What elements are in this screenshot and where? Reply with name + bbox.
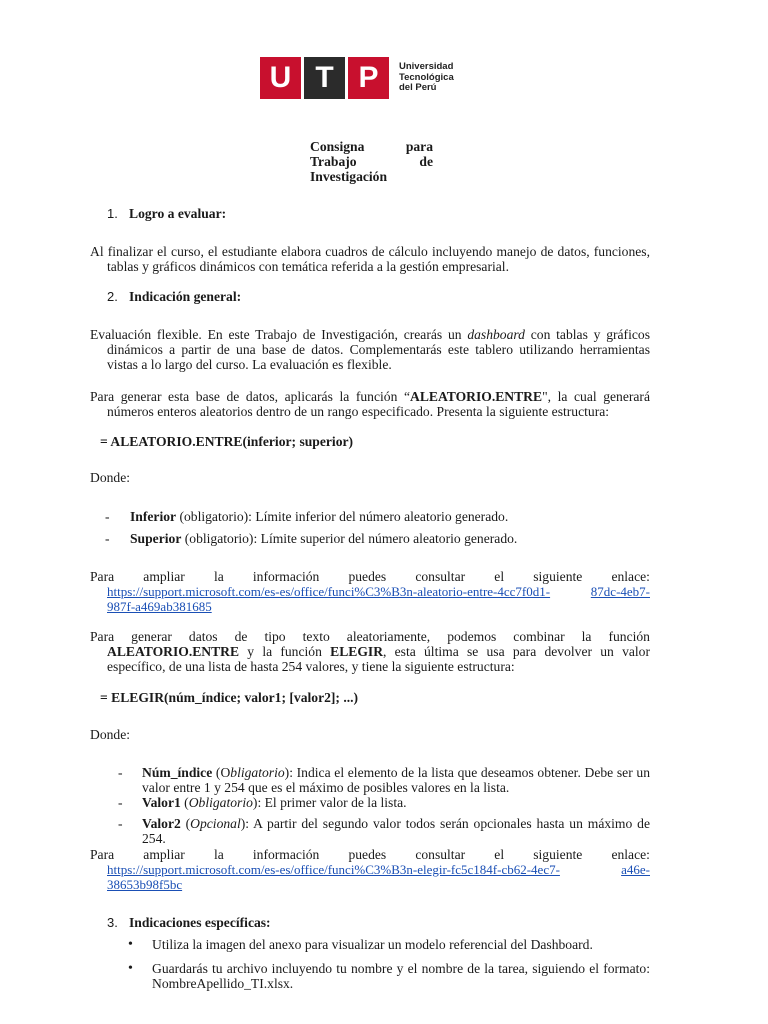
paragraph-italic: dashboard bbox=[467, 327, 525, 342]
function-name: ALEATORIO.ENTRE bbox=[107, 644, 240, 659]
bullet-icon: • bbox=[128, 937, 133, 952]
word: enlace: bbox=[611, 847, 650, 862]
section-1-heading bbox=[107, 206, 226, 222]
word: tipo bbox=[264, 629, 286, 644]
word: Para bbox=[90, 847, 115, 862]
word: de bbox=[234, 629, 248, 644]
argument-italic: bligatorio bbox=[230, 765, 285, 780]
list-item bbox=[128, 961, 650, 991]
section-2-paragraph-2 bbox=[90, 389, 650, 419]
paragraph-text: con tablas y gráficos dinámicos a partir de una base de datos. Complementarás este tablero utilizando herramientas vistas a lo largo del curso. La evaluación es flexible. bbox=[107, 327, 650, 372]
argument-description: ): A partir del segundo valor todos serán opcionales hasta un máximo de 254. bbox=[142, 816, 650, 846]
word: la bbox=[581, 629, 592, 644]
formula-elegir: = ELEGIR(núm_índice; valor1; [valor2]; ...) bbox=[100, 690, 359, 705]
argument-name: Valor2 bbox=[142, 816, 181, 831]
logo-university-name bbox=[399, 62, 454, 94]
justified-line bbox=[90, 569, 650, 584]
word: consultar bbox=[415, 847, 466, 862]
argument-name: Valor1 bbox=[142, 795, 181, 810]
logo-letter-u: U bbox=[260, 57, 301, 99]
argument-description: (obligatorio): Límite superior del número aleatorio generado. bbox=[181, 531, 518, 546]
logo-line: Universidad bbox=[399, 61, 454, 72]
section-heading-text: Indicación general: bbox=[129, 289, 242, 304]
word: Para bbox=[90, 629, 115, 644]
utp-logo bbox=[260, 57, 462, 100]
section-number: 3. bbox=[107, 915, 118, 930]
section-3-heading bbox=[107, 915, 271, 931]
list-item bbox=[105, 509, 508, 524]
argument-description: ): Indica el elemento de la lista que deseamos obtener. Debe ser un valor entre 1 y 254 que es el máximo de posibles valores en la lista. bbox=[142, 765, 650, 795]
word: enlace: bbox=[611, 569, 650, 584]
argument-description: (O bbox=[212, 765, 231, 780]
word: la bbox=[213, 569, 224, 584]
elegir-link-end[interactable]: 38653b98f5bc bbox=[107, 877, 183, 892]
section-2-paragraph-1 bbox=[90, 327, 650, 372]
argument-description: ( bbox=[180, 795, 189, 810]
word: combinar bbox=[513, 629, 565, 644]
word: ampliar bbox=[143, 569, 185, 584]
word: el bbox=[494, 847, 505, 862]
function-name: ALEATORIO.ENTRE bbox=[410, 389, 543, 404]
title-word: Trabajo bbox=[310, 154, 357, 169]
argument-description: (obligatorio): Límite inferior del número aleatorio generado. bbox=[176, 509, 509, 524]
word: generar bbox=[131, 629, 172, 644]
word: información bbox=[252, 847, 320, 862]
section-number: 2. bbox=[107, 289, 118, 304]
formula-aleatorio-entre: = ALEATORIO.ENTRE(inferior; superior) bbox=[100, 434, 354, 449]
section-heading-text: Indicaciones específicas: bbox=[129, 915, 271, 930]
paragraph-text: ", la cual generará números enteros aleatorios dentro de un rango especificado. Presenta la siguiente estructura: bbox=[107, 389, 650, 419]
more-info-paragraph-1 bbox=[90, 569, 650, 614]
dash-marker: - bbox=[118, 816, 123, 831]
word: siguiente bbox=[533, 847, 583, 862]
title-word: para bbox=[405, 139, 433, 154]
word: ampliar bbox=[143, 847, 185, 862]
donde-label: Donde: bbox=[90, 470, 131, 485]
section-2-paragraph-3 bbox=[90, 629, 650, 674]
argument-name: Núm_índice bbox=[142, 765, 213, 780]
word: el bbox=[494, 569, 505, 584]
word: texto bbox=[302, 629, 330, 644]
word: función bbox=[608, 629, 650, 644]
word: consultar bbox=[415, 569, 466, 584]
paragraph-text: , esta última se usa para devolver un valor específico, de una lista de hasta 254 valores, y tiene la siguiente estructura: bbox=[107, 644, 651, 674]
elegir-link[interactable]: https://support.microsoft.com/es-es/office/funci%C3%B3n-elegir-fc5c184f-cb62-4ec7- bbox=[107, 862, 560, 877]
section-1-text bbox=[90, 244, 650, 274]
list-item bbox=[118, 765, 650, 795]
paragraph-text: Al finalizar el curso, el estudiante elabora cuadros de cálculo incluyendo manejo de datos, funciones, tablas y gráficos dinámicos con temática referida a la gestión empresarial. bbox=[90, 244, 650, 274]
dash-marker: - bbox=[105, 531, 110, 546]
word: Para bbox=[90, 569, 115, 584]
logo-letter-t: T bbox=[304, 57, 345, 99]
list-item bbox=[118, 795, 650, 810]
logo-letter-p: P bbox=[348, 57, 389, 99]
argument-name: Superior bbox=[130, 531, 182, 546]
argument-description: ( bbox=[180, 816, 191, 831]
dash-marker: - bbox=[118, 765, 123, 780]
list-item bbox=[105, 531, 517, 546]
bullet-text: Guardarás tu archivo incluyendo tu nombre y el nombre de la tarea, siguiendo el formato: NombreApellido_TI.xlsx. bbox=[152, 961, 650, 991]
aleatorio-entre-link-cont[interactable]: 87dc-4eb7- bbox=[590, 584, 650, 599]
list-item bbox=[118, 816, 650, 846]
dash-marker: - bbox=[118, 795, 123, 810]
argument-description: ): El primer valor de la lista. bbox=[252, 795, 407, 810]
word: aleatoriamente, bbox=[346, 629, 431, 644]
title-word: de bbox=[419, 154, 433, 169]
word: podemos bbox=[447, 629, 497, 644]
logo-line: del Perú bbox=[399, 82, 437, 93]
argument-italic: Opcional bbox=[190, 816, 241, 831]
argument-name: Inferior bbox=[130, 509, 177, 524]
aleatorio-entre-link-end[interactable]: 987f-a469ab381685 bbox=[107, 599, 212, 614]
title-word: Investigación bbox=[310, 169, 388, 184]
function-name: ELEGIR bbox=[330, 644, 384, 659]
section-number: 1. bbox=[107, 206, 118, 221]
word: información bbox=[252, 569, 320, 584]
paragraph-text: y la función bbox=[239, 644, 331, 659]
word: la bbox=[213, 847, 224, 862]
paragraph-text: Para generar esta base de datos, aplicarás la función “ bbox=[90, 389, 410, 404]
word: puedes bbox=[348, 847, 387, 862]
donde-label: Donde: bbox=[90, 727, 131, 742]
more-info-paragraph-2 bbox=[90, 847, 650, 892]
word: puedes bbox=[348, 569, 387, 584]
justified-line bbox=[90, 629, 650, 644]
dash-marker: - bbox=[105, 509, 110, 524]
paragraph-text: Evaluación flexible. En este Trabajo de Investigación, crearás un bbox=[90, 327, 468, 342]
document-title bbox=[310, 139, 433, 184]
elegir-link-cont[interactable]: a46e- bbox=[621, 862, 650, 877]
justified-line bbox=[90, 847, 650, 862]
bullet-text: Utiliza la imagen del anexo para visualizar un modelo referencial del Dashboard. bbox=[152, 937, 593, 952]
section-heading-text: Logro a evaluar: bbox=[129, 206, 227, 221]
section-2-heading bbox=[107, 289, 241, 305]
word: datos bbox=[188, 629, 218, 644]
logo-line: Tecnológica bbox=[399, 71, 454, 83]
bullet-icon: • bbox=[128, 961, 133, 976]
word: siguiente bbox=[533, 569, 583, 584]
list-item bbox=[128, 937, 650, 952]
argument-italic: Obligatorio bbox=[188, 795, 253, 810]
title-word: Consigna bbox=[310, 139, 365, 154]
aleatorio-entre-link[interactable]: https://support.microsoft.com/es-es/office/funci%C3%B3n-aleatorio-entre-4cc7f0d1- bbox=[107, 584, 551, 599]
